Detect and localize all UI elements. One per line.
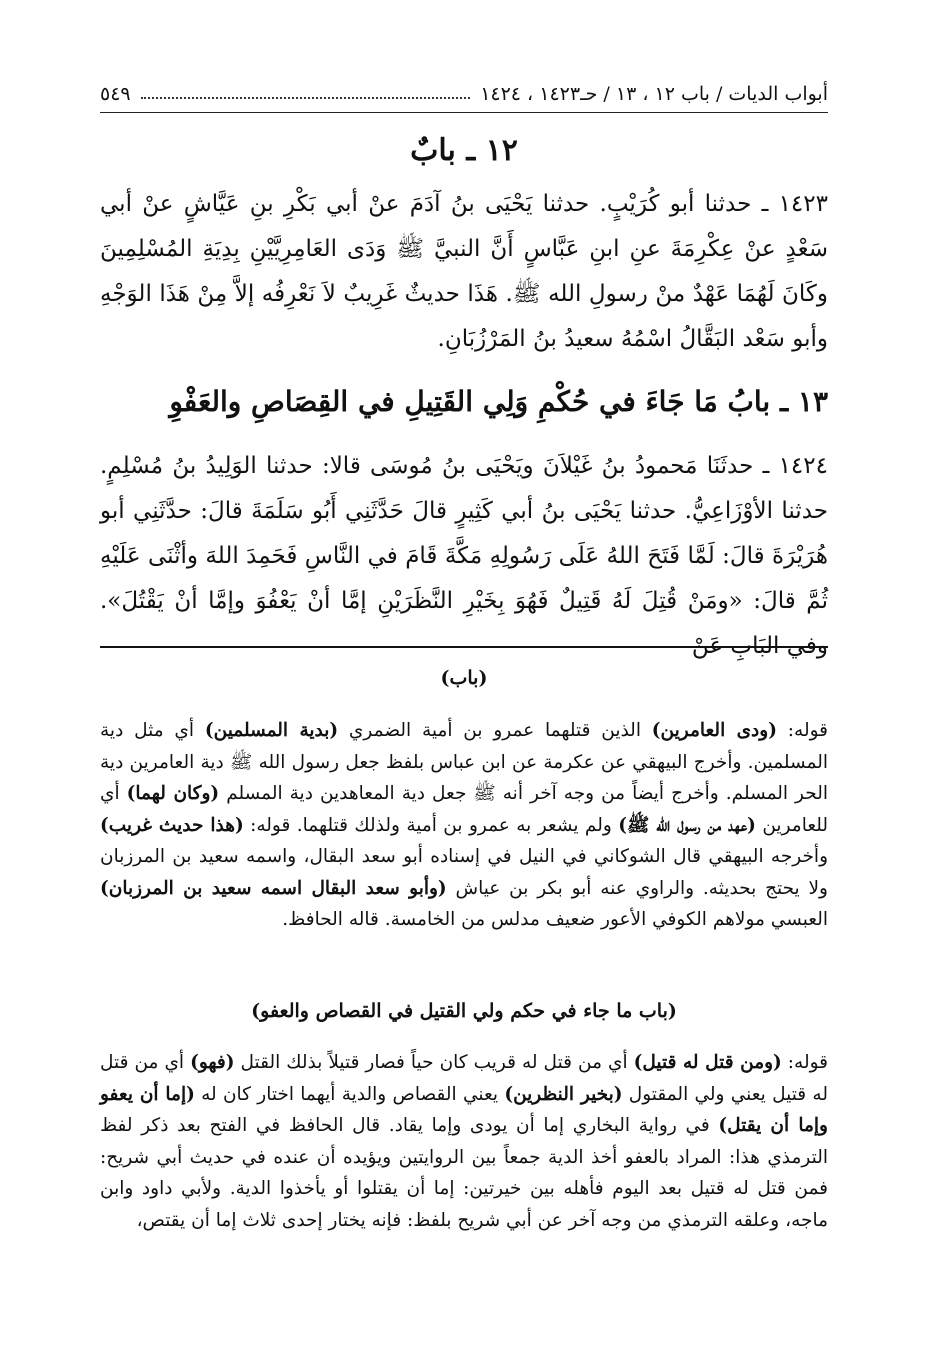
commentary-text: قوله:	[776, 720, 828, 741]
footnote-divider	[100, 646, 828, 648]
hadith-1424: ١٤٢٤ ـ حدثَنَا مَحمودُ بنُ غَيْلاَنَ ويَحْيَى بنُ مُوسَى قالا: حدثنا الوَلِيدُ بنُ مُسْلِمٍ. حدثنا الأوْزَاعِيُّ. حدثنا يَحْيَى بنُ أبي كَثِيرٍ قالَ حَدَّثَنِي أَبُو سَلَمَةَ قالَ: حدَّثَنِي أبو هُرَيْرَةَ قالَ: لَمَّا فَتَحَ اللهُ عَلَى رَسُولِهِ مَكَّةَ قَامَ في النَّاسِ فَحَمِدَ اللهَ وأثْنَى عَلَيْهِ ثُمَّ قالَ: «ومَنْ قُتِلَ لَهُ قَتِيلٌ فَهُوَ بِخَيْرِ النَّظَرَيْنِ إمَّا أنْ يَعْفُوَ وإمَّا أنْ يَقْتُلَ». وفي البَابِ عَنْ	[100, 453, 828, 659]
chapter-heading-13: ١٣ ـ بابُ مَا جَاءَ في حُكْمِ وَلِي القَتِيلِ في القِصَاصِ والعَفْوِ	[169, 385, 828, 418]
commentary-text: قوله:	[781, 1052, 828, 1073]
commentary-text: الذين قتلهما عمرو بن أمية الضمري	[338, 720, 652, 741]
page-header	[100, 76, 828, 113]
quoted-phrase: (هذا حديث غريب)	[100, 814, 244, 836]
running-title: أبواب الديات / باب ١٢ ، ١٣ / حـ١٤٢٣ ، ١٤٢٤	[480, 83, 828, 105]
leader-dots	[141, 89, 471, 99]
commentary-text: أي من قتل له قريب كان حياً فصار قتيلاً بذلك القتل	[234, 1052, 634, 1073]
chapter-heading-12: ١٢ ـ بابٌ	[410, 133, 518, 168]
quoted-phrase: (عهد من رسول الله ﷺ)	[618, 814, 756, 836]
commentary-text: أي مثل دية المسلمين. وأخرج البيهقي عن عكرمة عن ابن عباس بلفظ جعل رسول الله ﷺ دية العامرين دية الحر المسلم. وأخرج أيضاً من وجه آخر أنه ﷺ جعل دية المعاهدين دية المسلم	[100, 720, 828, 804]
commentary-paragraph-1	[100, 715, 828, 936]
quoted-phrase: (فهو)	[190, 1052, 235, 1073]
quoted-phrase: (ودى العامرين)	[651, 720, 777, 741]
commentary-text: يعني القصاص والدية أيهما اختار كان له	[194, 1083, 505, 1105]
quoted-phrase: (بدية المسلمين)	[204, 720, 339, 741]
commentary-text: العبسي مولاهم الكوفي الأعور ضعيف مدلس من الخامسة. قاله الحافظ.	[282, 909, 828, 930]
commentary-text: ولم يشعر به عمرو بن أمية ولذلك قتلهما. قوله:	[243, 814, 619, 836]
commentary-text: أي للعامرين	[100, 783, 829, 836]
quoted-phrase: (ومن قتل له قتيل)	[633, 1052, 782, 1073]
quoted-phrase: (وكان لهما)	[126, 783, 220, 804]
commentary-text: وأخرجه البيهقي قال الشوكاني في النيل في إسناده أبو سعد البقال، واسمه سعيد بن المرزبان ولا يحتج بحديثه. والراوي عنه أبو بكر بن عياش	[100, 846, 828, 899]
commentary-text: أي من قتل له قتيل يعني ولي المقتول	[100, 1052, 828, 1105]
commentary-text: في رواية البخاري إما أن يودى وإما يقاد. قال الحافظ في الفتح بعد ذكر لفظ الترمذي هذا: المراد بالعفو أخذ الدية جمعاً بين الروايتين ويؤيده أن عنده في حديث أبي شريح: فمن قتل له قتيل بعد اليوم فأهله بين خيرتين: إما أن يقتلوا أو يأخذوا الدية. ولأبي داود وابن ماجه، وعلقه الترمذي من وجه آخر عن أبي شريح بلفظ: فإنه يختار إحدى ثلاث إما أن يقتص،	[100, 1115, 828, 1231]
quoted-phrase: (إما أن يعفو وإما أن يقتل)	[100, 1083, 828, 1136]
commentary-heading-bab: (باب)	[440, 667, 488, 689]
commentary-paragraph-2	[100, 1047, 828, 1236]
hadith-1423: ١٤٢٣ ـ حدثنا أبو كُرَيْبٍ. حدثنا يَحْيَى بنُ آدَمَ عنْ أبي بَكْرِ بنِ عَيَّاشٍ عنْ أبي سَعْدٍ عنْ عِكْرِمَةَ عنِ ابنِ عَبَّاسٍ أَنَّ النبيَّ ﷺ وَدَى العَامِرِيَّيْنِ بِدِيَةِ المُسْلِمِينَ وكَانَ لَهُمَا عَهْدٌ منْ رسولِ الله ﷺ. هَذَا حديثٌ غَرِيبٌ لاَ نَعْرِفُه إلاَّ مِنْ هَذَا الوَجْهِ وأبو سَعْد البَقَّالُ اسْمُهُ سعيدُ بنُ المَرْزُبَانِ.	[100, 191, 828, 352]
commentary-heading-bab-13: (باب ما جاء في حكم ولي القتيل في القصاص والعفو)	[251, 1000, 677, 1022]
book-page	[100, 0, 828, 1359]
quoted-phrase: (وأبو سعد البقال اسمه سعيد بن المرزبان)	[100, 877, 447, 899]
page-number: ٥٤٩	[100, 83, 131, 105]
quoted-phrase: (بخير النظرين)	[504, 1083, 623, 1105]
